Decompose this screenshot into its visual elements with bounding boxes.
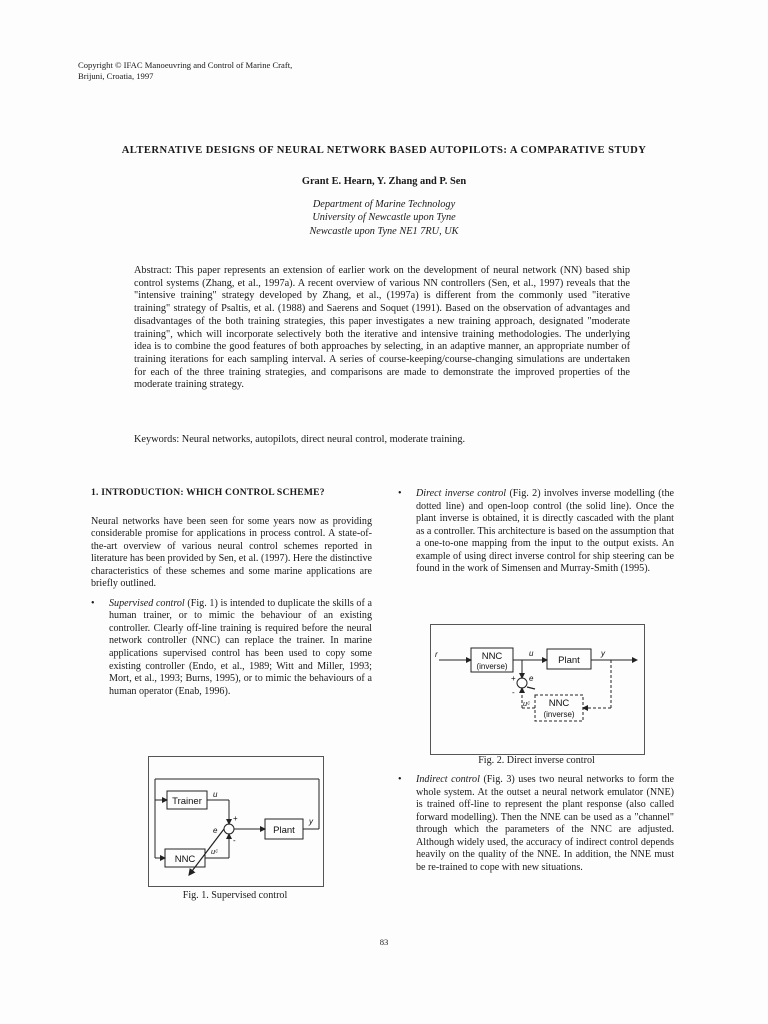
bullet-icon: • — [398, 488, 402, 499]
figure-2-direct-inverse-control — [430, 624, 645, 755]
bullet-indirect-control — [398, 774, 674, 874]
figure-2-diagram — [431, 625, 644, 754]
bullet-text: (Fig. 3) uses two neural networks to form the whole system. At the outset a neural network emulator (NNE) is trained off-line to represent the plant response (also called forward modelling). Then the NNE can be used as a "channel" through which the parameters of the NNC are adjusted. Although widely used, the accuracy of indirect control depends heavily on the quality of the NNE. In addition, the NNE must be re-trained to cope with new situations. — [416, 774, 674, 873]
author-list: Grant E. Hearn, Y. Zhang and P. Sen — [301, 176, 467, 187]
signal-y-label: y — [309, 817, 313, 826]
signal-uc-label: uᶜ — [211, 847, 218, 856]
affiliation-line-1: Department of Marine Technology — [312, 199, 456, 210]
plus-sign: + — [511, 674, 516, 683]
summing-junction — [517, 678, 527, 688]
inverse-label: (inverse) — [476, 662, 508, 671]
bullet-text: (Fig. 2) involves inverse modelling (the dotted line) and open-loop control (the solid line). Once the plant inverse is obtained, it is directly cascaded with the plant as a controller. This architecture is based on the assumption that a one-to-one mapping from the input to the output exists. An example of using direct inverse control for ship steering can be found in the work of Simensen and Murray-Smith (1995). — [416, 488, 674, 575]
trainer-label: Trainer — [172, 796, 202, 807]
abstract: Abstract: This paper represents an extension of earlier work on the development of neural network (NN) based ship control systems (Zhang, et al., 1997a). A recent overview of various NN controllers (Sen, et al., 1997) reveals that the "intensive training" strategy developed by Zhang, et al., (1997a) is different from the commonly used "iterative training" strategy of Psaltis, et al. (1988) and Saerens and Soquet (1991). Based on the observation of advantages and disadvantages of the both training strategies, this paper investigates a new training approach, designated "moderate training", which will incorporate selectively both the iterative and intensive training methodologies. The underlying idea is to combine the good features of both approaches by selecting, in an adaptive manner, an appropriate number of training iterations for each sampling interval. A series of course-keeping/course-changing simulations are undertaken for each of the three training strategies, and comparisons are made to demonstrate the improved properties of the moderate training strategy. — [134, 265, 630, 391]
affiliation — [150, 198, 618, 238]
copyright-notice — [78, 60, 378, 81]
bullet-icon: • — [398, 774, 402, 785]
nnc-label: NNC — [481, 651, 503, 662]
summing-junction — [224, 824, 234, 834]
minus-sign: - — [512, 688, 515, 697]
minus-sign: - — [233, 836, 236, 845]
plant-label: Plant — [273, 825, 295, 836]
section-heading: 1. INTRODUCTION: WHICH CONTROL SCHEME? — [91, 487, 325, 498]
bullet-text: (Fig. 1) is intended to duplicate the skills of a human trainer, or to mimic the behaviour of an existing controller. Clearly off-line training is required before the neural network controller (NNC) can replace the trainer. In marine applications supervised control has been used to copy some existing controller (Endo, et al., 1989; Witt and Miller, 1993; Mort, et al., 1993; Burns, 1995), or to mimic the behaviours of a human operator (Enab, 1996). — [109, 597, 372, 697]
bullet-icon: • — [91, 597, 95, 609]
signal-r-label: r — [435, 650, 438, 659]
inverse-dotted-label: (inverse) — [543, 710, 575, 719]
signal-uc-label: uᶜ — [523, 699, 530, 708]
signal-e-label: e — [529, 674, 534, 683]
copyright-line-2: Brijuni, Croatia, 1997 — [78, 70, 154, 81]
paper-title: ALTERNATIVE DESIGNS OF NEURAL NETWORK BASED AUTOPILOTS: A COMPARATIVE STUDY — [121, 145, 647, 156]
figure-1-caption: Fig. 1. Supervised control — [182, 890, 288, 901]
bullet-direct-inverse-control — [398, 488, 674, 576]
intro-paragraph: Neural networks have been seen for some years now as providing considerable promise for applications in process control. A state-of-the-art overview of various neural control schemes reported in literature has been provided by Sen, et al. (1997). Here the distinctive characteristics of these schemes and some marine applications are briefly outlined. — [91, 515, 372, 590]
nnc-label: NNC — [174, 854, 196, 865]
signal-e-label: e — [213, 826, 218, 835]
figure-1-supervised-control — [148, 756, 324, 887]
plus-sign: + — [233, 814, 238, 823]
signal-y-label: y — [601, 649, 605, 658]
bullet-supervised-control — [91, 598, 372, 698]
right-column — [398, 488, 674, 583]
affiliation-line-2: University of Newcastle upon Tyne — [312, 212, 456, 224]
bullet-label: Direct inverse control — [416, 488, 507, 499]
page-number: 83 — [379, 937, 389, 947]
signal-u-label: u — [529, 649, 534, 658]
signal-u-label: u — [213, 790, 218, 799]
figure-1-diagram — [149, 757, 323, 886]
copyright-line-1: Copyright © IFAC Manoeuvring and Control of Marine Craft, — [78, 60, 293, 70]
bullet-label: Supervised control — [109, 597, 185, 609]
affiliation-line-3: Newcastle upon Tyne NE1 7RU, UK — [309, 225, 459, 237]
keywords: Keywords: Neural networks, autopilots, direct neural control, moderate training. — [134, 434, 466, 445]
bullet-label: Indirect control — [416, 774, 480, 785]
right-column-lower — [398, 774, 674, 881]
nnc-dotted-label: NNC — [548, 698, 570, 709]
figure-2-caption: Fig. 2. Direct inverse control — [478, 755, 595, 766]
plant-label: Plant — [558, 655, 580, 666]
left-column — [91, 487, 372, 705]
